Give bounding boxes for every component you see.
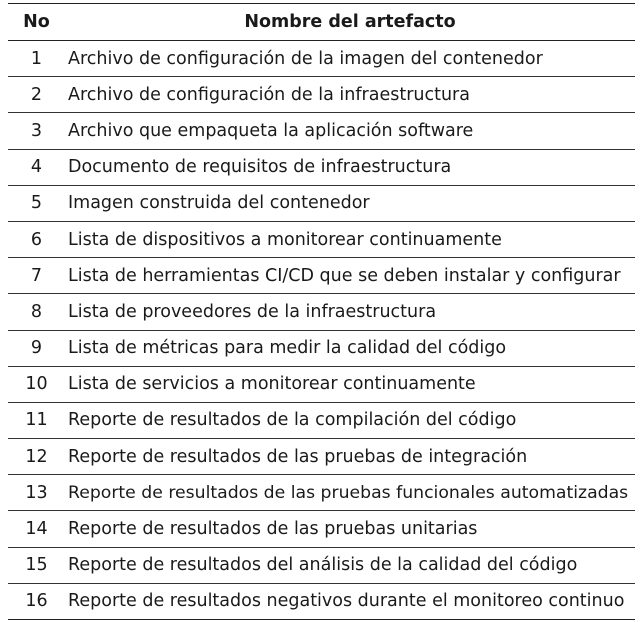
artifacts-table (8, 3, 635, 620)
artifact-name-cell: Archivo que empaqueta la aplicación software (65, 113, 635, 149)
row-number-cell: 11 (8, 402, 65, 438)
artifact-name-cell: Lista de proveedores de la infraestructura (65, 294, 635, 330)
table-row (8, 185, 635, 221)
row-number-cell: 9 (8, 330, 65, 366)
artifact-name-cell: Archivo de configuración de la imagen del contenedor (65, 41, 635, 77)
row-number-cell: 14 (8, 511, 65, 547)
table-row (8, 330, 635, 366)
table-row (8, 475, 635, 511)
table-row (8, 258, 635, 294)
row-number-cell: 8 (8, 294, 65, 330)
row-number-cell: 10 (8, 366, 65, 402)
table-header (8, 4, 635, 41)
table-row (8, 77, 635, 113)
column-header-no: No (8, 4, 65, 41)
artifact-name-cell: Lista de dispositivos a monitorear continuamente (65, 221, 635, 257)
table-row (8, 439, 635, 475)
row-number-cell: 12 (8, 439, 65, 475)
table-row (8, 511, 635, 547)
table-body (8, 41, 635, 620)
table-row (8, 113, 635, 149)
header-row (8, 4, 635, 41)
table-row (8, 583, 635, 619)
artifact-name-cell: Reporte de resultados negativos durante el monitoreo continuo (65, 583, 635, 619)
table-row (8, 402, 635, 438)
artifact-name-cell: Reporte de resultados de la compilación del código (65, 402, 635, 438)
artifact-name-cell: Archivo de configuración de la infraestructura (65, 77, 635, 113)
artifact-name-cell: Reporte de resultados del análisis de la calidad del código (65, 547, 635, 583)
row-number-cell: 2 (8, 77, 65, 113)
row-number-cell: 15 (8, 547, 65, 583)
table-row (8, 149, 635, 185)
row-number-cell: 5 (8, 185, 65, 221)
artifact-name-cell: Documento de requisitos de infraestructura (65, 149, 635, 185)
table-row (8, 294, 635, 330)
artifact-name-cell: Lista de servicios a monitorear continuamente (65, 366, 635, 402)
row-number-cell: 16 (8, 583, 65, 619)
artifact-name-cell: Imagen construida del contenedor (65, 185, 635, 221)
table-row (8, 547, 635, 583)
artifacts-table-container (8, 3, 635, 620)
row-number-cell: 7 (8, 258, 65, 294)
artifact-name-cell: Lista de métricas para medir la calidad del código (65, 330, 635, 366)
artifact-name-cell: Reporte de resultados de las pruebas de integración (65, 439, 635, 475)
row-number-cell: 3 (8, 113, 65, 149)
artifact-name-cell: Reporte de resultados de las pruebas funcionales automatizadas (65, 475, 635, 511)
artifact-name-cell: Reporte de resultados de las pruebas unitarias (65, 511, 635, 547)
column-header-name: Nombre del artefacto (65, 4, 635, 41)
table-row (8, 221, 635, 257)
row-number-cell: 6 (8, 221, 65, 257)
row-number-cell: 13 (8, 475, 65, 511)
table-row (8, 41, 635, 77)
row-number-cell: 1 (8, 41, 65, 77)
artifact-name-cell: Lista de herramientas CI/CD que se deben instalar y configurar (65, 258, 635, 294)
table-row (8, 366, 635, 402)
row-number-cell: 4 (8, 149, 65, 185)
